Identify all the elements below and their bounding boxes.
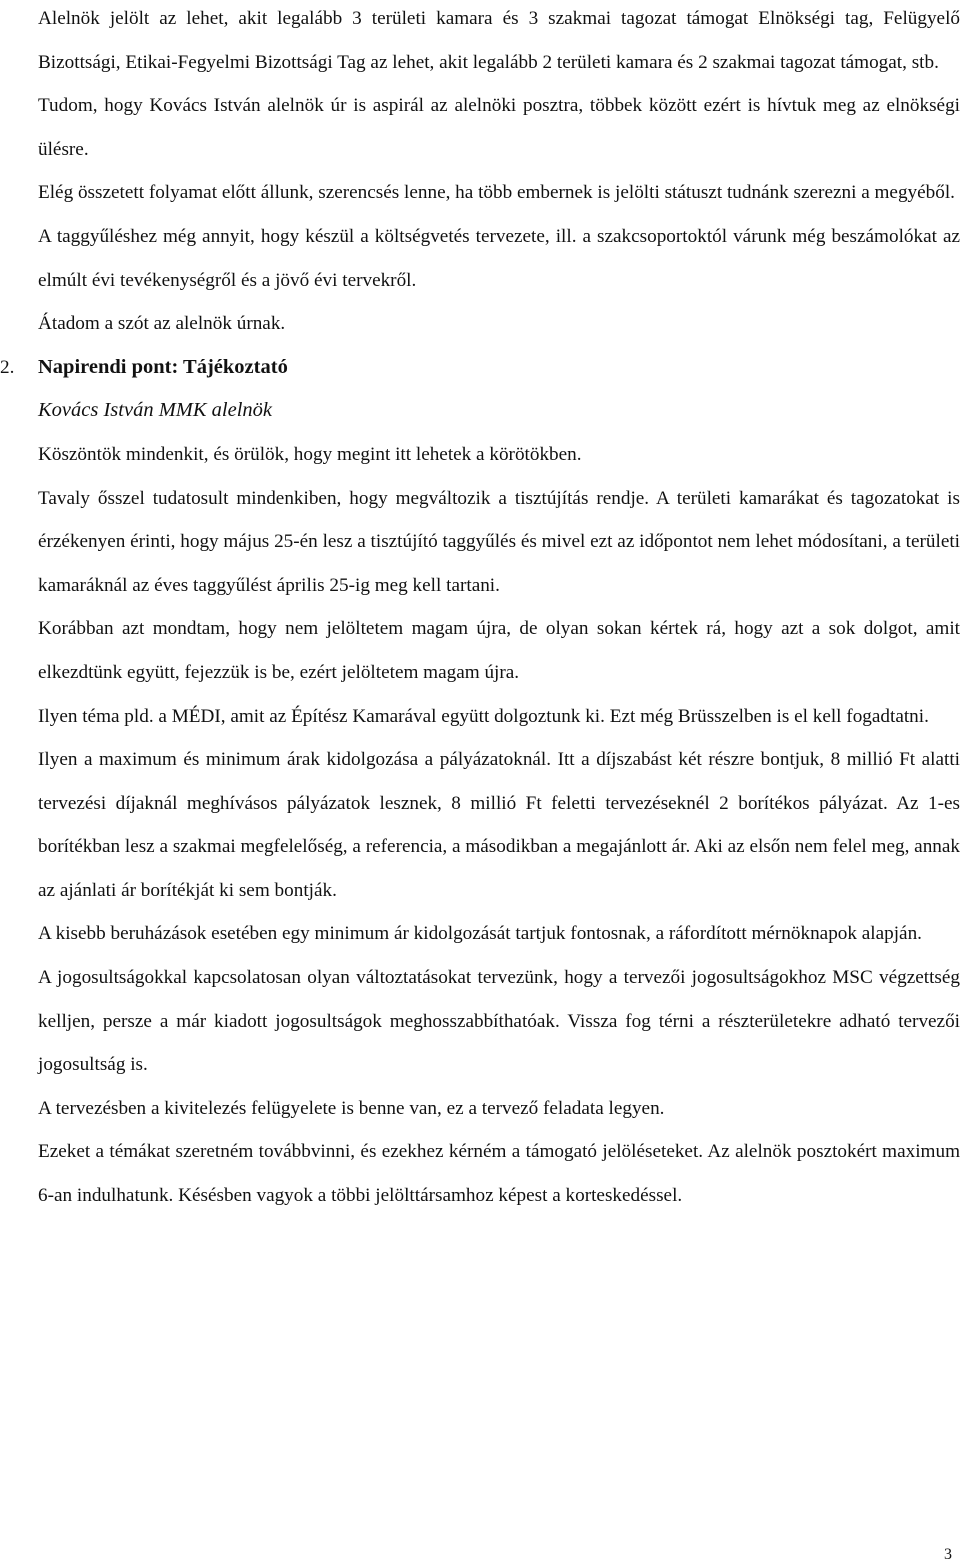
- paragraph: Tavaly ősszel tudatosult mindenkiben, hogy megváltozik a tisztújítás rendje. A területi kamarákat és tagozatokat is érzékenyen érinti, hogy május 25-én lesz a tisztújító taggyűlés és mivel ezt az időpontot nem lehet módosítani, a területi kamaráknál az éves taggyűlést április 25-ig meg kell tartani.: [38, 487, 960, 596]
- page-number: 3: [944, 1546, 952, 1563]
- paragraph: Alelnök jelölt az lehet, akit legalább 3 területi kamara és 3 szakmai tagozat támogat Elnökségi tag, Felügyelő Bizottsági, Etikai-Fegyelmi Bizottsági Tag az lehet, akit legalább 2 területi kamara és 2 szakmai tagozat támogat, stb.: [38, 8, 960, 73]
- speaker-name: Kovács István MMK alelnök: [38, 399, 272, 422]
- paragraph: A kisebb beruházások esetében egy minimum ár kidolgozását tartjuk fontosnak, a ráfordított mérnöknapok alapján.: [38, 923, 922, 945]
- paragraph: Átadom a szót az alelnök úrnak.: [38, 313, 286, 335]
- paragraph: Ilyen téma pld. a MÉDI, amit az Építész Kamarával együtt dolgoztunk ki. Ezt még Brüsszelben is el kell fogadtatni.: [38, 705, 929, 727]
- paragraph: A taggyűléshez még annyit, hogy készül a költségvetés tervezete, ill. a szakcsoportoktól várunk még beszámolókat az elmúlt évi tevékenységről és a jövő évi tervekről.: [38, 225, 960, 291]
- paragraph: Köszöntök mindenkit, és örülök, hogy megint itt lehetek a körötökben.: [38, 443, 582, 465]
- section-title: Napirendi pont: Tájékoztató: [38, 355, 288, 378]
- paragraph: Ezeket a témákat szeretném továbbvinni, és ezekhez kérném a támogató jelöléseteket. Az alelnök posztokért maximum 6-an indulhatunk. Késésben vagyok a többi jelölttársamhoz képest a korteskedéssel.: [38, 1141, 960, 1207]
- section-heading: [0, 346, 960, 390]
- paragraph: A jogosultságokkal kapcsolatosan olyan változtatásokat tervezünk, hogy a tervezői jogosultságokhoz MSC végzettség kelljen, persze a már kiadott jogosultságok meghosszabbíthatóak. Vissza fog térni a részterületekre adható tervezői jogosultság is.: [38, 967, 960, 1076]
- paragraph: Ilyen a maximum és minimum árak kidolgozása a pályázatoknál. Itt a díjszabást két részre bontjuk, 8 millió Ft alatti tervezési díjaknál meghívásos pályázatok lesznek, 8 millió Ft feletti tervezéseknél 2 borítékos pályázat. Az 1-es borítékban lesz a szakmai megfelelőség, a referencia, a másodikban a megajánlott ár. Aki az elsőn nem felel meg, annak az ajánlati ár borítékját ki sem bontják.: [38, 749, 960, 901]
- paragraph: Elég összetett folyamat előtt állunk, szerencsés lenne, ha több embernek is jelölti státuszt tudnánk szerezni a megyéből.: [38, 182, 955, 204]
- paragraph: Korábban azt mondtam, hogy nem jelöltetem magam újra, de olyan sokan kértek rá, hogy azt a sok dolgot, amit elkezdtünk együtt, fejezzük is be, ezért jelöltetem magam újra.: [38, 618, 960, 683]
- paragraph: A tervezésben a kivitelezés felügyelete is benne van, ez a tervező feladata legyen.: [38, 1097, 665, 1119]
- section-number: 2.: [0, 356, 15, 378]
- paragraph: Tudom, hogy Kovács István alelnök úr is aspirál az alelnöki posztra, többek között ezért is hívtuk meg az elnökségi ülésre.: [38, 95, 960, 160]
